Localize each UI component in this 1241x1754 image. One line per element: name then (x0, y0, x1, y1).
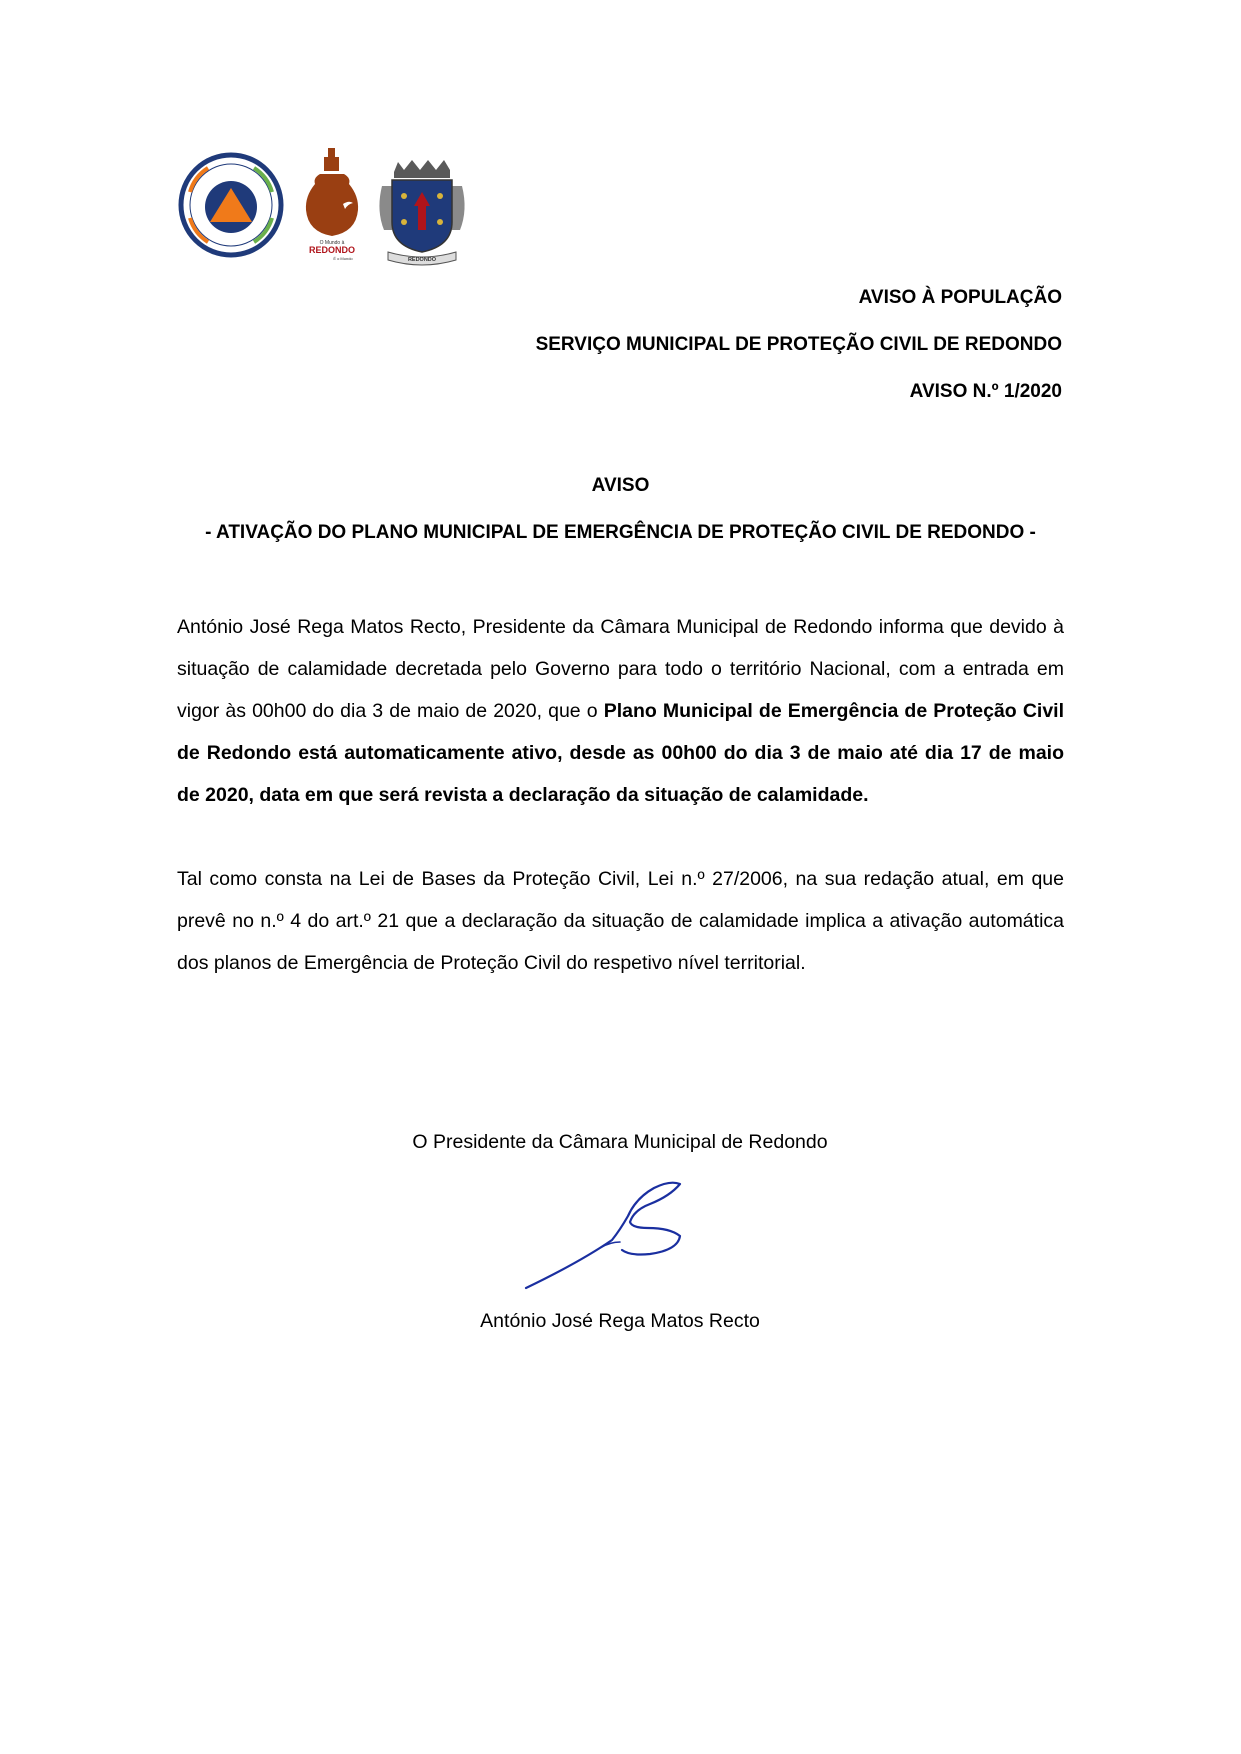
paragraph-1-text: António José Rega Matos Recto, Presidente da Câmara Municipal de Redondo informa que devido à situação de calamidade decretada pelo Governo para todo o território Nacional, com a entrada em vigor às 00h00 do dia 3 de maio de 2020, que o (177, 616, 1064, 722)
body-paragraph-2: Tal como consta na Lei de Bases da Proteção Civil, Lei n.º 27/2006, na sua redação atual, em que prevê no n.º 4 do art.º 21 que a declaração da situação de calamidade implica a ativação automática dos planos de Emergência de Proteção Civil do respetivo nível territorial. (177, 868, 1064, 974)
civil-protection-logo (178, 152, 284, 258)
body-paragraph-1 (177, 606, 1064, 816)
service-name: SERVIÇO MUNICIPAL DE PROTEÇÃO CIVIL DE REDONDO (535, 334, 1062, 355)
redondo-brand-logo (303, 148, 361, 264)
document-title: AVISO (591, 475, 650, 496)
brand-small-top-text: O Mundo à (319, 240, 345, 246)
handwritten-signature (520, 1170, 720, 1300)
notice-number: AVISO N.º 1/2020 (909, 381, 1062, 402)
clay-pot-icon (303, 148, 361, 264)
civil-protection-emblem-icon (178, 152, 284, 258)
coat-of-arms-icon (372, 160, 472, 266)
signatory-name: António José Rega Matos Recto (480, 1310, 760, 1332)
signature-icon (520, 1170, 720, 1300)
brand-small-bottom-text: É o Mundo (333, 256, 353, 261)
coat-of-arms-logo (372, 160, 472, 266)
document-subtitle: - ATIVAÇÃO DO PLANO MUNICIPAL DE EMERGÊNCIA DE PROTEÇÃO CIVIL DE REDONDO - (205, 522, 1036, 543)
paragraph-1-bold-text: Plano Municipal de Emergência de Proteção Civil de Redondo está automaticamente ativo, desde as 00h00 do dia 3 de maio até dia 17 de maio de 2020, data em que será revista a declaração da situação de calamidade. (177, 700, 1064, 806)
notice-heading: AVISO À POPULAÇÃO (858, 287, 1062, 308)
signatory-title: O Presidente da Câmara Municipal de Redondo (412, 1131, 828, 1153)
brand-name-text: REDONDO (308, 245, 356, 255)
coat-banner-text: REDONDO (407, 257, 437, 263)
